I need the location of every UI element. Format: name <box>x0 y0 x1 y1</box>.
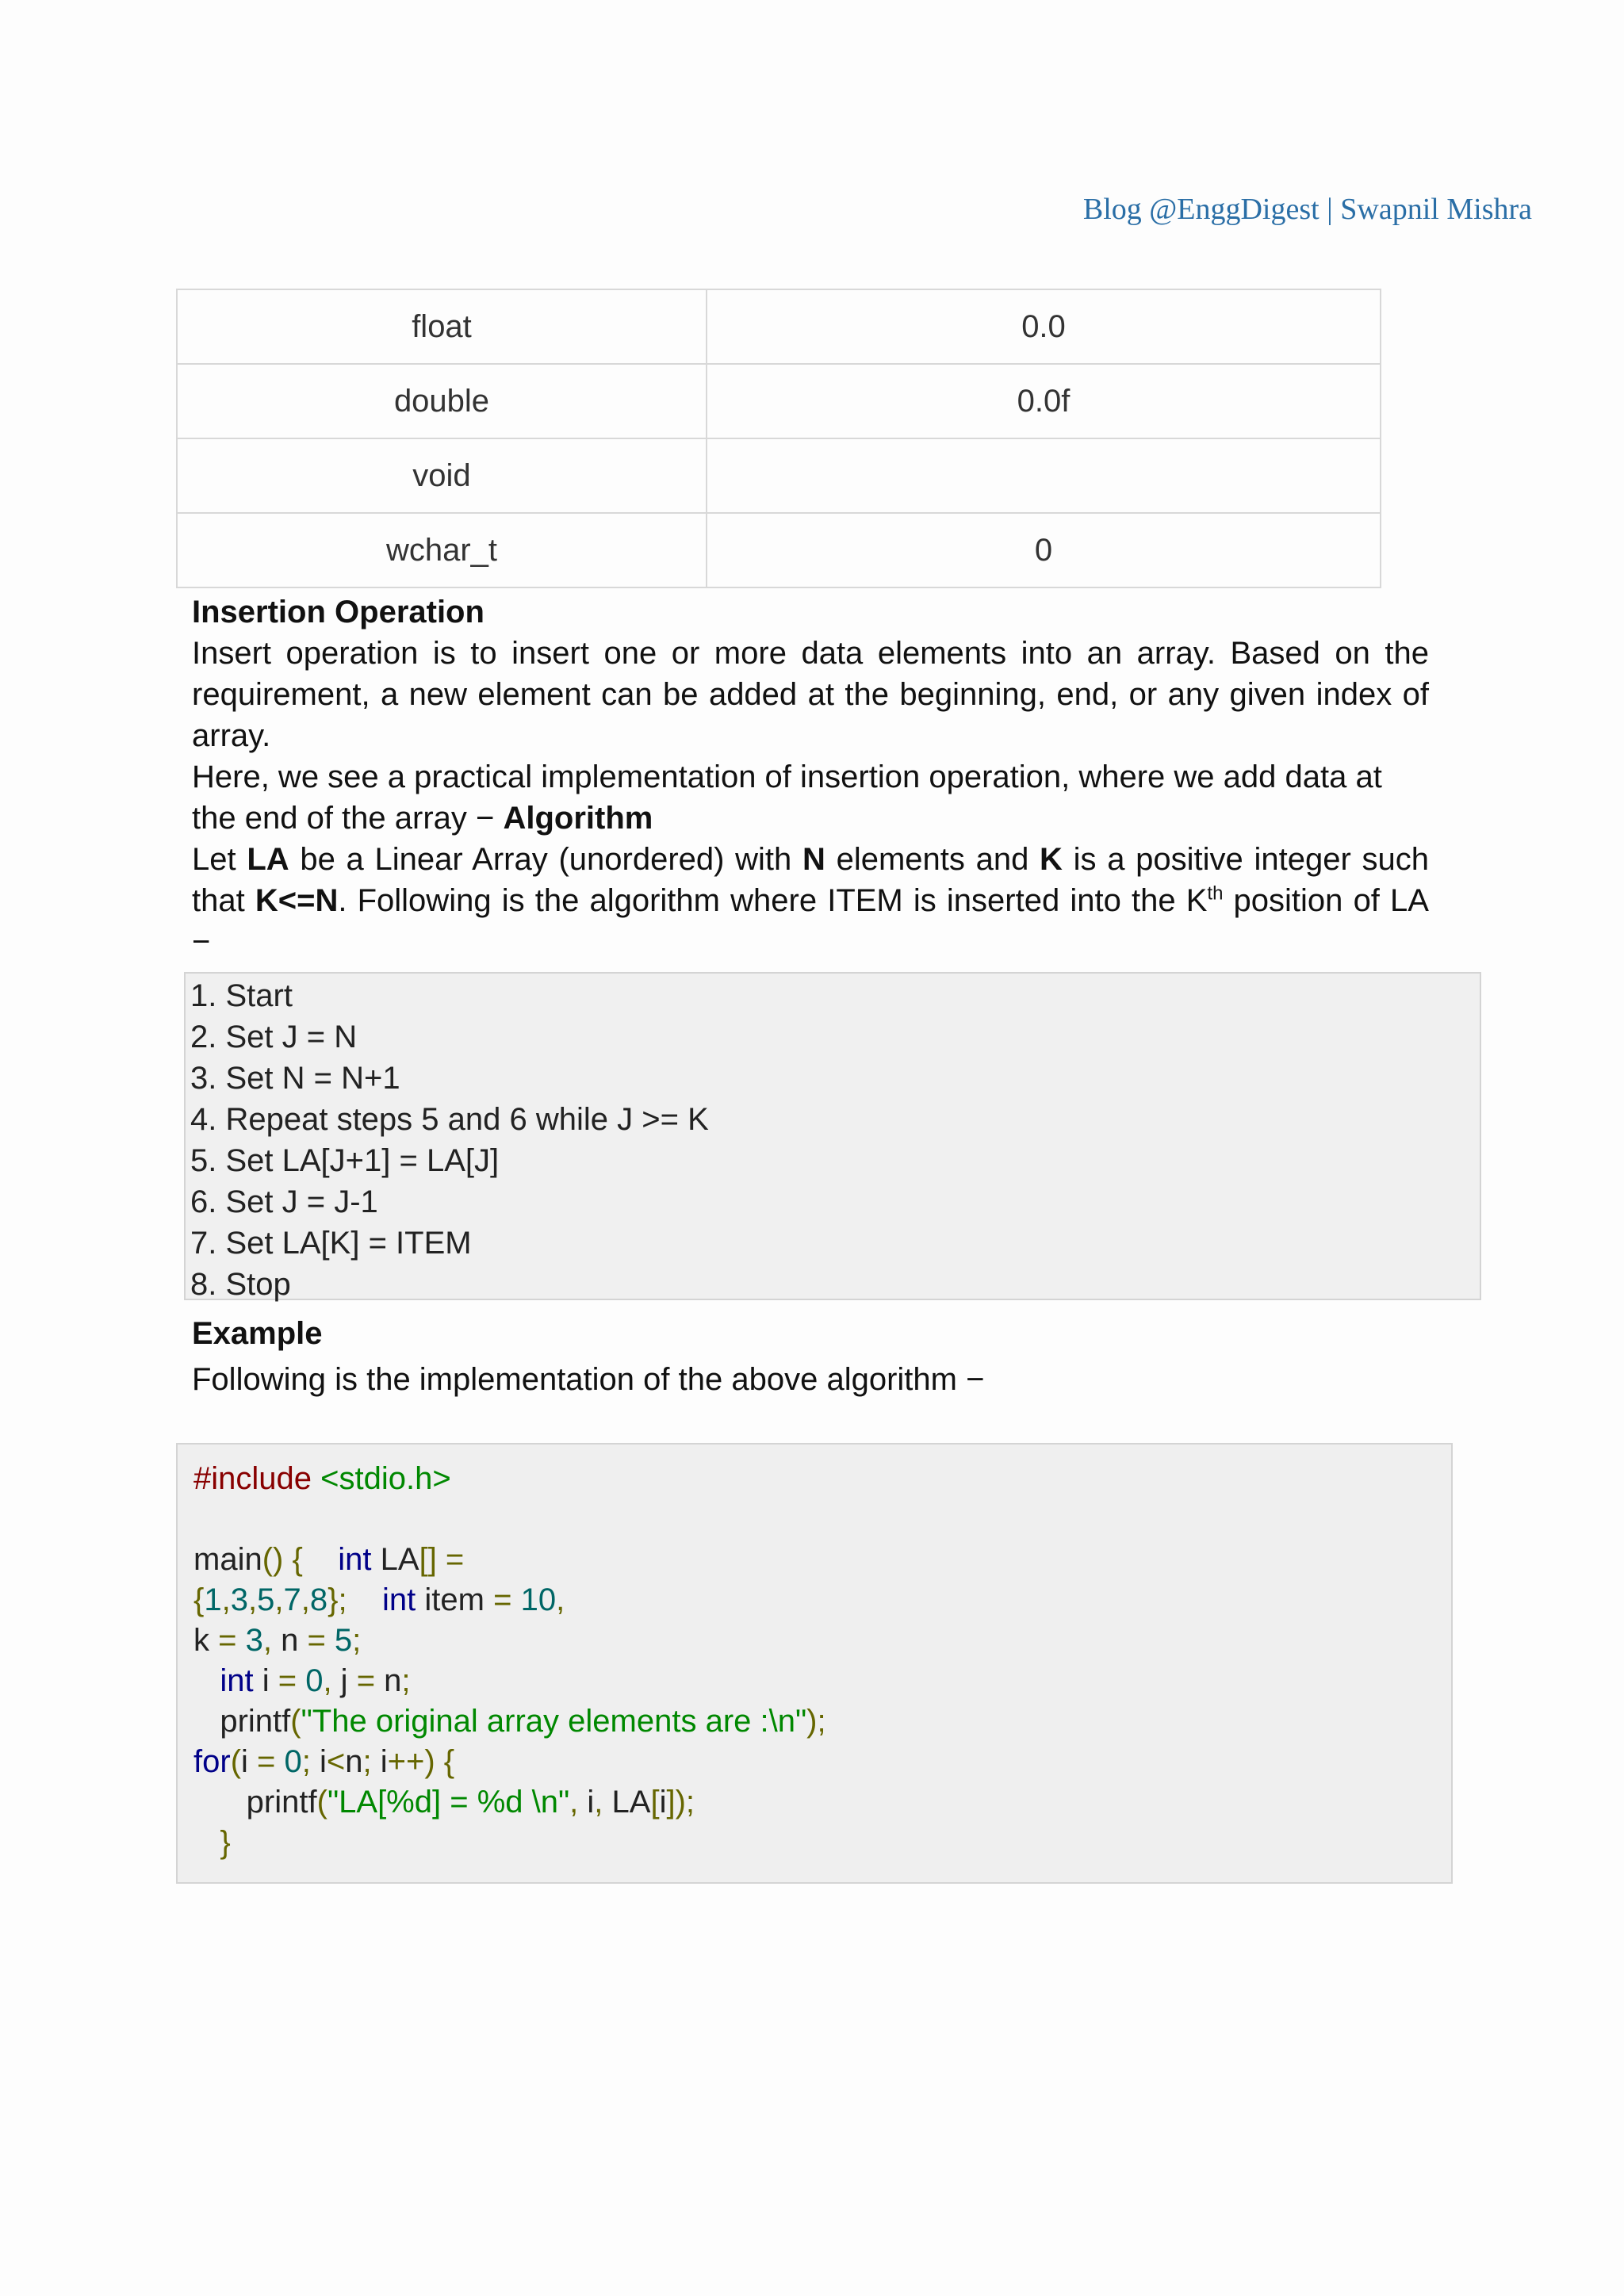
table-row <box>177 438 1381 513</box>
code-token: printf <box>193 1704 291 1739</box>
code-token: }; <box>327 1582 347 1617</box>
type-cell: float <box>177 289 707 364</box>
text-segment: position of LA − <box>192 883 1429 959</box>
paragraph-text: Here, we see a practical implementation of insertion operation, where we add data at the end of the array − <box>192 760 1382 836</box>
code-token: i <box>253 1663 278 1698</box>
table-row <box>177 364 1381 438</box>
code-token: 7 <box>283 1582 301 1617</box>
code-token: ; <box>401 1663 411 1698</box>
code-token: 0 <box>297 1663 324 1698</box>
algorithm-step: 6. Set J = J-1 <box>190 1184 378 1219</box>
code-token: = <box>307 1623 326 1658</box>
code-token: i <box>659 1785 667 1820</box>
algorithm-step: 5. Set LA[J+1] = LA[J] <box>190 1143 500 1178</box>
code-token: n <box>375 1663 402 1698</box>
code-token: , <box>301 1582 310 1617</box>
code-token: i <box>310 1744 327 1779</box>
page-header: Blog @EnggDigest | Swapnil Mishra <box>1082 193 1532 226</box>
code-token: 0 <box>275 1744 302 1779</box>
code-token <box>303 1542 338 1577</box>
code-token: item <box>416 1582 494 1617</box>
code-token: "LA[%d] = %d \n" <box>327 1785 570 1820</box>
code-token: [] = <box>419 1542 465 1577</box>
code-token: , <box>569 1785 579 1820</box>
algorithm-step: 8. Stop <box>190 1267 291 1302</box>
code-token: ; <box>362 1744 372 1779</box>
code-token: 1 <box>204 1582 222 1617</box>
code-token: ; <box>352 1623 362 1658</box>
text-segment: is a positive integer such that <box>192 842 1430 918</box>
code-token: i <box>241 1744 258 1779</box>
code-token: 10 <box>511 1582 557 1617</box>
data-type-defaults-table <box>176 289 1381 588</box>
code-token: [ <box>650 1785 660 1820</box>
code-token: , <box>262 1623 272 1658</box>
code-token: 5 <box>325 1623 353 1658</box>
code-token: , <box>594 1785 603 1820</box>
algorithm-step: 2. Set J = N <box>190 1020 358 1054</box>
code-token: LA <box>603 1785 651 1820</box>
code-token: j <box>331 1663 357 1698</box>
table-row <box>177 513 1381 587</box>
insertion-heading: Insertion Operation <box>192 595 485 629</box>
code-token: n <box>345 1744 363 1779</box>
code-token: <stdio.h> <box>320 1461 451 1496</box>
code-token: ]); <box>666 1785 695 1820</box>
code-token: LA <box>371 1542 419 1577</box>
code-token: int <box>220 1663 254 1698</box>
code-token: main <box>193 1542 262 1577</box>
algorithm-step: 1. Start <box>190 978 293 1013</box>
insertion-section <box>192 591 1429 962</box>
code-token: int <box>382 1582 416 1617</box>
example-section <box>192 1313 1429 1400</box>
insertion-paragraph-1: Insert operation is to insert one or more data elements into an array. Based on the requirement, a new element can be added at the beginning, end, or any given index of array. <box>192 636 1429 753</box>
algorithm-label: Algorithm <box>503 801 653 836</box>
code-token: 3 <box>236 1623 263 1658</box>
type-cell: void <box>177 438 707 513</box>
code-token <box>347 1582 382 1617</box>
code-token: { <box>435 1744 455 1779</box>
code-token: ); <box>806 1704 826 1739</box>
code-token: { <box>193 1582 205 1617</box>
text-segment: be a Linear Array (unordered) with <box>289 842 802 877</box>
code-token: ; <box>301 1744 311 1779</box>
example-heading: Example <box>192 1316 323 1351</box>
code-token <box>193 1663 220 1698</box>
example-text: Following is the implementation of the above algorithm − <box>192 1362 985 1397</box>
insertion-paragraph-3 <box>192 839 1429 962</box>
insertion-paragraph-2 <box>192 756 1429 839</box>
code-token: printf <box>193 1785 317 1820</box>
code-token: , <box>323 1663 332 1698</box>
code-token: , <box>274 1582 284 1617</box>
text-segment: elements and <box>825 842 1040 877</box>
code-token: () { <box>262 1542 303 1577</box>
algorithm-step: 4. Repeat steps 5 and 6 while J >= K <box>190 1102 709 1137</box>
value-cell: 0.0 <box>707 289 1381 364</box>
code-token: = <box>257 1744 276 1779</box>
code-token: "The original array elements are :\n" <box>301 1704 807 1739</box>
code-token: = <box>493 1582 512 1617</box>
code-token: = <box>218 1623 237 1658</box>
value-cell <box>707 438 1381 513</box>
code-token: int <box>338 1542 372 1577</box>
code-token: 5 <box>257 1582 275 1617</box>
code-token: = <box>278 1663 297 1698</box>
text-segment: . Following is the algorithm where ITEM is inserted into the K <box>338 883 1208 918</box>
value-cell: 0.0f <box>707 364 1381 438</box>
bold-term: N <box>802 842 825 877</box>
type-cell: double <box>177 364 707 438</box>
code-block <box>176 1443 1453 1884</box>
bold-term: LA <box>247 842 289 877</box>
code-token <box>193 1825 220 1860</box>
code-token: n <box>271 1623 308 1658</box>
code-token: ( <box>290 1704 301 1739</box>
code-token: i <box>578 1785 595 1820</box>
code-token: , <box>556 1582 565 1617</box>
algorithm-step: 3. Set N = N+1 <box>190 1061 400 1096</box>
code-token: i <box>371 1744 388 1779</box>
type-cell: wchar_t <box>177 513 707 587</box>
algorithm-step: 7. Set LA[K] = ITEM <box>190 1226 472 1261</box>
value-cell: 0 <box>707 513 1381 587</box>
code-token: = <box>356 1663 376 1698</box>
code-token: < <box>326 1744 346 1779</box>
table-row <box>177 289 1381 364</box>
code-token: for <box>193 1744 231 1779</box>
bold-term: K<=N <box>255 883 339 918</box>
code-token: 8 <box>309 1582 328 1617</box>
superscript: th <box>1207 882 1224 905</box>
code-token: 3 <box>230 1582 248 1617</box>
code-token: ++) <box>387 1744 435 1779</box>
code-token: ( <box>316 1785 327 1820</box>
code-token: #include <box>193 1461 321 1496</box>
code-token: , <box>247 1582 258 1617</box>
code-token: , <box>221 1582 231 1617</box>
code-token: k <box>193 1623 219 1658</box>
code-token: ( <box>230 1744 242 1779</box>
algorithm-box <box>184 972 1481 1300</box>
code-token: } <box>220 1825 231 1860</box>
bold-term: K <box>1040 842 1063 877</box>
text-segment: Let <box>192 842 247 877</box>
